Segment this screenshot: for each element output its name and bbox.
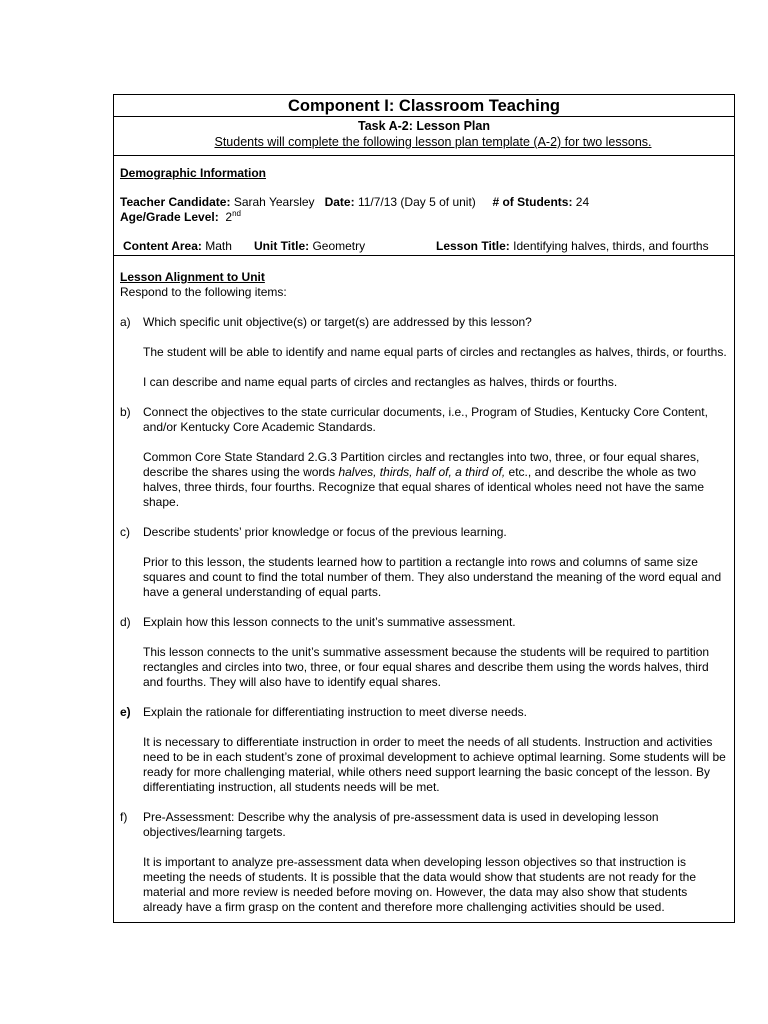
alignment-intro: Respond to the following items: <box>120 285 287 299</box>
item-question: Which specific unit objective(s) or target(s) are addressed by this lesson? <box>143 315 532 329</box>
item-c <box>120 525 728 540</box>
students-value: 24 <box>575 195 590 209</box>
alignment-section <box>114 256 734 915</box>
task-row <box>114 118 734 156</box>
teacher-value: Sarah Yearsley <box>233 195 315 209</box>
item-f <box>120 810 728 840</box>
item-a <box>120 315 728 330</box>
grade-line <box>120 210 728 225</box>
teacher-line <box>120 195 728 210</box>
item-a-answer-1: The student will be able to identify and name equal parts of circles and rectangles as halves, thirds, or fourths. <box>143 345 727 359</box>
task-label: Task A-2: Lesson Plan <box>358 119 490 133</box>
date-label: Date: <box>324 195 355 209</box>
item-question: Explain the rationale for differentiating instruction to meet diverse needs. <box>143 705 527 719</box>
demographic-section <box>114 156 734 256</box>
item-b-answer <box>143 450 728 510</box>
item-e <box>120 705 728 720</box>
teacher-label: Teacher Candidate: <box>120 195 231 209</box>
item-d-answer: This lesson connects to the unit’s summative assessment because the students will be required to partition rectangles and circles into two, three, or four equal shares and describe them using the words halves, third and fourths. They will also have to identify equal shares. <box>143 645 710 689</box>
content-line <box>120 239 728 254</box>
unit-label: Unit Title: <box>254 239 310 253</box>
lesson-title <box>436 239 709 254</box>
item-c-answer: Prior to this lesson, the students learned how to partition a rectangle into rows and columns of same size squares and count to find the total number of them. They also understand the meaning of the word equal and have a general understanding of equal parts. <box>143 555 722 599</box>
item-label: e) <box>120 705 131 719</box>
answer-italic-text: halves, thirds, half of, a third of, <box>338 465 506 479</box>
content-area <box>123 239 254 254</box>
demographic-heading: Demographic Information <box>120 166 267 180</box>
item-question: Connect the objectives to the state curricular documents, i.e., Program of Studies, Kentucky Core Content, and/or Kentucky Core Academic Standards. <box>143 405 708 434</box>
lesson-value: Identifying halves, thirds, and fourths <box>513 239 709 253</box>
item-b <box>120 405 728 435</box>
unit-title <box>254 239 436 254</box>
item-f-answer: It is important to analyze pre-assessment data when developing lesson objectives so that instruction is meeting the needs of students. It is possible that the data would show that students are not ready for the material and more review is needed before moving on. However, the data may also show that students already have a firm grasp on the content and therefore more challenging activities should be used. <box>143 855 697 914</box>
answer-text: Common Core State Standard 2.G.3 Partition circles and rectangles into two, three, or four equal shares, describe the shares using the words <box>143 450 700 479</box>
lesson-plan-table <box>113 94 735 923</box>
item-label: b) <box>120 405 131 419</box>
item-question: Describe students’ prior knowledge or focus of the previous learning. <box>143 525 507 539</box>
item-label: f) <box>120 810 128 824</box>
title-row <box>114 95 734 117</box>
students-label: # of Students: <box>492 195 573 209</box>
item-e-answer: It is necessary to differentiate instruction in order to meet the needs of all students. Instruction and activities need to be in each student’s zone of proximal development to achieve optimal learning. Some students will be ready for more challenging material, while others need support learning the basic concept of the lesson. By differentiating instruction, all students needs will be met. <box>143 735 726 794</box>
grade-suffix: nd <box>232 209 241 218</box>
content-label: Content Area: <box>123 239 202 253</box>
content-value: Math <box>205 239 232 253</box>
alignment-heading: Lesson Alignment to Unit <box>120 270 265 284</box>
page-title: Component I: Classroom Teaching <box>288 97 560 115</box>
item-label: c) <box>120 525 130 539</box>
item-d <box>120 615 728 630</box>
task-description: Students will complete the following lesson plan template (A-2) for two lessons. <box>214 135 652 149</box>
item-question: Pre-Assessment: Describe why the analysis of pre-assessment data is used in developing lesson objectives/learning targets. <box>143 810 659 839</box>
date-value: 11/7/13 (Day 5 of unit) <box>357 195 476 209</box>
lesson-label: Lesson Title: <box>436 239 510 253</box>
unit-value: Geometry <box>312 239 366 253</box>
grade-value: 2 <box>225 210 233 224</box>
answer-text: etc., and describe the whole as two halves, three thirds, four fourths. Recognize that equal shares of identical wholes need not have the same shape. <box>143 465 704 509</box>
item-label: d) <box>120 615 131 629</box>
item-a-answer-2: I can describe and name equal parts of circles and rectangles as halves, thirds or fourths. <box>143 375 618 389</box>
grade-label: Age/Grade Level: <box>120 210 219 224</box>
item-question: Explain how this lesson connects to the unit’s summative assessment. <box>143 615 516 629</box>
item-label: a) <box>120 315 131 329</box>
